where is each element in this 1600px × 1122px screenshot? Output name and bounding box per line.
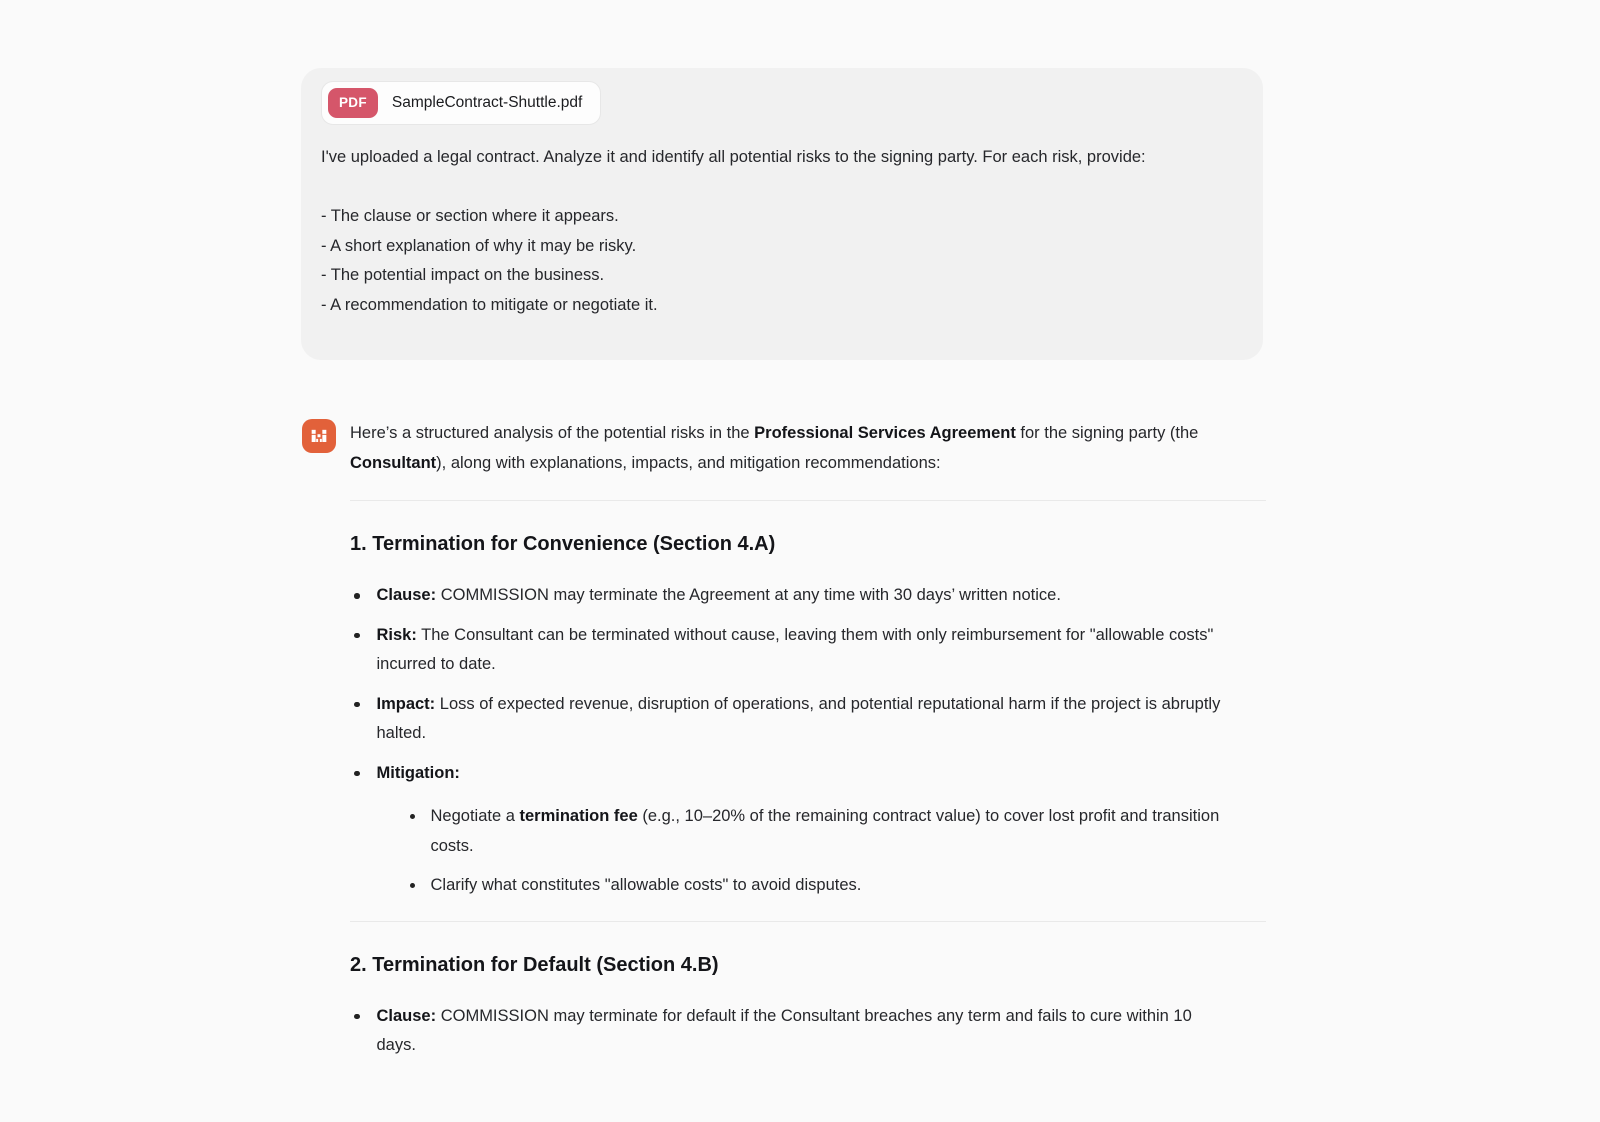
risk-bullet-list (350, 581, 1266, 901)
section-divider (350, 921, 1266, 922)
pdf-attachment-chip[interactable] (321, 81, 601, 125)
bullet-marker (410, 883, 415, 888)
nested-bullet-list (408, 802, 1227, 901)
bullet-marker (354, 702, 360, 708)
assistant-message (350, 419, 1266, 1061)
bullet-marker (354, 633, 360, 639)
user-message-bubble (301, 68, 1263, 360)
assistant-avatar (302, 419, 336, 453)
section-divider (350, 500, 1266, 501)
bullet-marker (354, 771, 360, 777)
assistant-intro: Here’s a structured analysis of the potential risks in the Professional Services Agreement for the signing party (the Consultant), along with explanations, impacts, and mitigation recommendations: (350, 424, 1199, 472)
bullet-text: Negotiate a termination fee (e.g., 10–20% of the remaining contract value) to cover lost profit and transition costs. (430, 807, 1220, 855)
bullet-item-clause (350, 1002, 1266, 1061)
bullet-item-impact (350, 690, 1266, 749)
bullet-text: Clause: COMMISSION may terminate the Agreement at any time with 30 days’ written notice. (376, 586, 1061, 604)
bullet-item-risk (350, 621, 1266, 680)
pdf-badge: PDF (328, 88, 378, 118)
user-request-line: - The potential impact on the business. (321, 266, 605, 284)
user-request-line: - The clause or section where it appears. (321, 207, 619, 225)
attachment-filename: SampleContract-Shuttle.pdf (391, 94, 583, 111)
section-heading: 1. Termination for Convenience (Section 4.A) (350, 533, 776, 555)
bullet-text: Clause: COMMISSION may terminate for default if the Consultant breaches any term and fails to cure within 10 days. (376, 1006, 1192, 1054)
bullet-text: Risk: The Consultant can be terminated without cause, leaving them with only reimbursement for "allowable costs" incurred to date. (376, 625, 1214, 673)
bullet-item-clause (350, 581, 1266, 611)
user-message-text: I've uploaded a legal contract. Analyze it and identify all potential risks to the signing party. For each risk, provide: (321, 148, 1146, 166)
bullet-marker (410, 814, 415, 819)
blank-line (321, 173, 1243, 203)
nested-bullet-item (408, 871, 1227, 901)
user-request-line: - A recommendation to mitigate or negotiate it. (321, 295, 658, 314)
assistant-logo-icon (309, 426, 329, 446)
bullet-label: Mitigation: (376, 763, 460, 782)
user-request-line: - A short explanation of why it may be risky. (321, 236, 637, 255)
bullet-marker (354, 593, 360, 599)
section-heading: 2. Termination for Default (Section 4.B) (350, 953, 719, 976)
risk-bullet-list (350, 1002, 1266, 1061)
bullet-item-mitigation (350, 759, 1266, 901)
bullet-text: Impact: Loss of expected revenue, disruption of operations, and potential reputational harm if the project is abruptly halted. (376, 694, 1221, 742)
bullet-text (377, 759, 1227, 901)
bullet-text: Clarify what constitutes "allowable costs" to avoid disputes. (430, 876, 862, 894)
nested-bullet-item (408, 802, 1227, 861)
bullet-marker (354, 1014, 360, 1020)
